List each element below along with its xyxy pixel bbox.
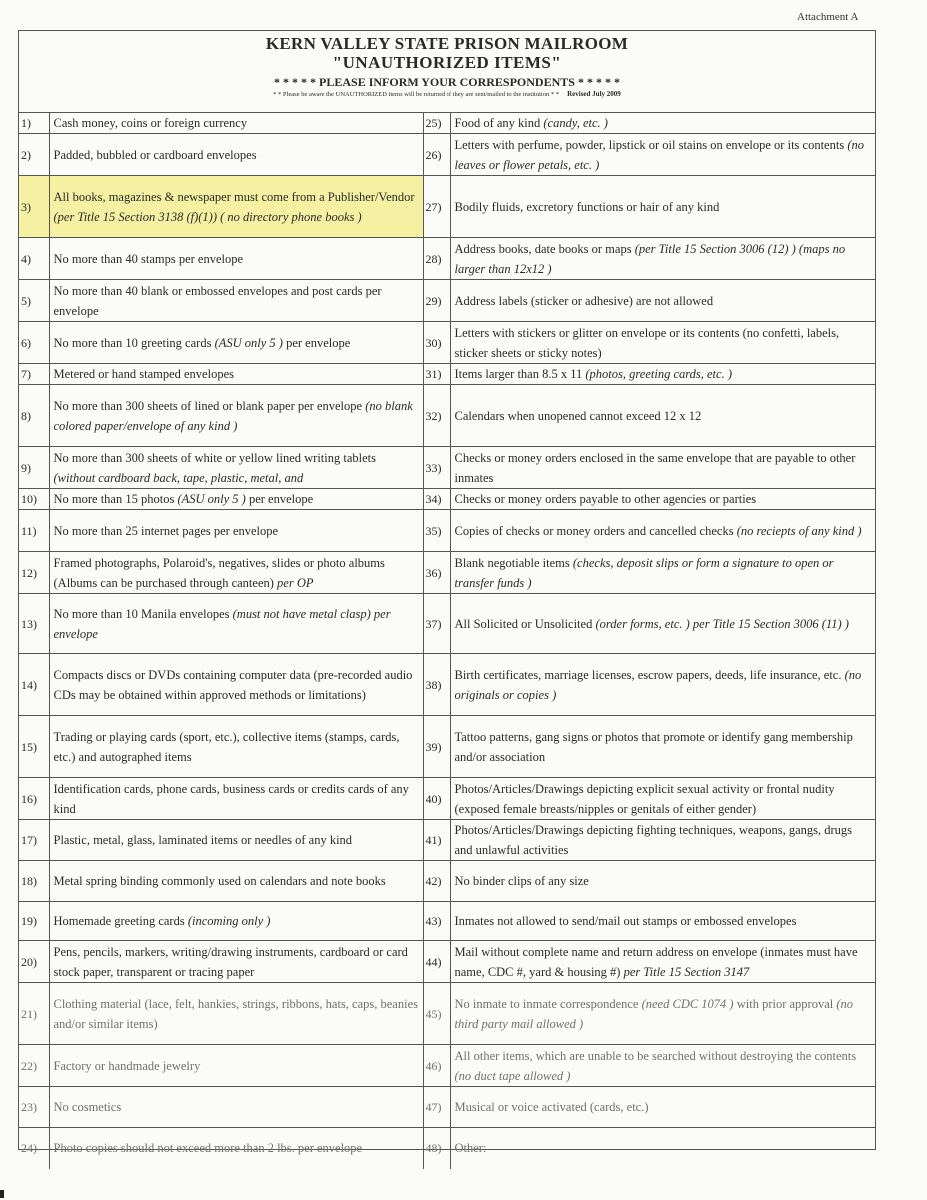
- item-number: 3): [19, 176, 49, 238]
- item-text: No more than 300 sheets of lined or blank paper per envelope: [53, 398, 363, 413]
- item-description: [450, 510, 875, 552]
- item-number: 20): [19, 941, 49, 983]
- item-text: Framed photographs, Polaroid's, negatives, slides or photo albums (Albums can be purchased through canteen): [53, 555, 385, 590]
- item-text: No more than 40 blank or embossed envelopes and post cards per envelope: [53, 283, 382, 318]
- item-description: [450, 134, 875, 176]
- table-row: [19, 322, 875, 364]
- item-italic-note: (per Title 15 Section 3138 (f)(1)) ( no directory phone books ): [53, 209, 362, 224]
- item-description: [450, 113, 875, 134]
- item-number: 25): [423, 113, 450, 134]
- item-text: No more than 15 photos: [53, 492, 175, 506]
- item-description: [49, 716, 423, 778]
- item-number: 11): [19, 510, 49, 552]
- item-number: 22): [19, 1045, 49, 1087]
- item-number: 47): [423, 1087, 450, 1128]
- item-tail-text: per envelope: [286, 335, 351, 350]
- item-description: [49, 861, 423, 902]
- item-text: No more than 40 stamps per envelope: [53, 251, 244, 266]
- item-text: Bodily fluids, excretory functions or hair of any kind: [454, 199, 720, 214]
- item-italic-note: (no leaves or flower petals, etc. ): [454, 137, 864, 172]
- item-description: [49, 778, 423, 820]
- item-italic-note: (photos, greeting cards, etc. ): [585, 367, 732, 381]
- item-text: Copies of checks or money orders and cancelled checks: [454, 523, 734, 538]
- item-description: [49, 238, 423, 280]
- item-text: Compacts discs or DVDs containing computer data (pre-recorded audio CDs may be obtained within approved methods or limitations): [53, 667, 413, 702]
- item-italic-note: (ASU only 5 ): [177, 492, 246, 506]
- item-italic-note: (order forms, etc. ) per Title 15 Section 3006 (11) ): [595, 616, 849, 631]
- item-number: 6): [19, 322, 49, 364]
- item-text: Pens, pencils, markers, writing/drawing instruments, cardboard or card stock paper, transparent or tracing paper: [53, 944, 408, 979]
- item-description: [450, 364, 875, 385]
- item-number: 12): [19, 552, 49, 594]
- item-text: Clothing material (lace, felt, hankies, strings, ribbons, hats, caps, beanies and/or similar items): [53, 996, 418, 1031]
- item-description: [450, 716, 875, 778]
- item-description: [450, 1128, 875, 1169]
- item-description: [450, 447, 875, 489]
- table-row: [19, 1128, 875, 1169]
- item-number: 26): [423, 134, 450, 176]
- item-description: [49, 1087, 423, 1128]
- item-italic-note: (no third party mail allowed ): [454, 996, 854, 1031]
- item-description: [450, 654, 875, 716]
- item-text: Items larger than 8.5 x 11: [454, 367, 583, 381]
- item-description: [49, 1128, 423, 1169]
- item-description: [49, 594, 423, 654]
- item-text: Address books, date books or maps: [454, 241, 632, 256]
- item-description: [450, 594, 875, 654]
- item-text: All books, magazines & newspaper must come from a Publisher/Vendor: [53, 189, 415, 204]
- item-description: [450, 322, 875, 364]
- item-number: 34): [423, 489, 450, 510]
- item-description: [49, 902, 423, 941]
- item-description: [450, 176, 875, 238]
- table-row: [19, 654, 875, 716]
- document-subtitle: "UNAUTHORIZED ITEMS": [332, 53, 562, 72]
- item-italic-note: (must not have metal clasp) per envelope: [53, 606, 391, 641]
- item-number: 1): [19, 113, 49, 134]
- item-text: Food of any kind: [454, 116, 541, 130]
- item-text: No cosmetics: [53, 1100, 122, 1114]
- item-description: [450, 902, 875, 941]
- item-italic-note: per Title 15 Section 3147: [623, 964, 750, 979]
- item-number: 18): [19, 861, 49, 902]
- item-description: [49, 176, 423, 238]
- item-number: 5): [19, 280, 49, 322]
- item-text: Factory or handmade jewelry: [53, 1058, 201, 1073]
- table-row: [19, 238, 875, 280]
- item-number: 38): [423, 654, 450, 716]
- item-number: 43): [423, 902, 450, 941]
- item-description: [450, 238, 875, 280]
- item-italic-note: (checks, deposit slips or form a signature to open or transfer funds ): [454, 555, 834, 590]
- item-text: Inmates not allowed to send/mail out stamps or embossed envelopes: [454, 914, 797, 928]
- table-row: [19, 134, 875, 176]
- table-row: [19, 778, 875, 820]
- item-number: 4): [19, 238, 49, 280]
- item-description: [49, 941, 423, 983]
- table-row: [19, 489, 875, 510]
- table-row: [19, 552, 875, 594]
- item-number: 21): [19, 983, 49, 1045]
- item-number: 23): [19, 1087, 49, 1128]
- item-text: Cash money, coins or foreign currency: [53, 116, 248, 130]
- item-text: Homemade greeting cards: [53, 914, 185, 928]
- item-text: No more than 10 greeting cards: [53, 335, 212, 350]
- table-row: [19, 1087, 875, 1128]
- table-row: [19, 113, 875, 134]
- item-italic-note: (no reciepts of any kind ): [736, 523, 862, 538]
- item-description: [49, 134, 423, 176]
- item-description: [450, 552, 875, 594]
- item-number: 40): [423, 778, 450, 820]
- unauthorized-items-document: [18, 30, 876, 1156]
- item-number: 8): [19, 385, 49, 447]
- item-text: Blank negotiable items: [454, 555, 570, 570]
- item-text: Tattoo patterns, gang signs or photos that promote or identify gang membership and/or association: [454, 729, 853, 764]
- item-italic-note: (no blank colored paper/envelope of any kind ): [53, 398, 413, 433]
- item-text: Mail without complete name and return address on envelope (inmates must have name, CDC #, yard & housing #): [454, 944, 858, 979]
- item-description: [49, 364, 423, 385]
- item-description: [49, 280, 423, 322]
- item-description: [450, 861, 875, 902]
- item-text: Photos/Articles/Drawings depicting explicit sexual activity or frontal nudity (exposed female breasts/nipples or genitals of either gender): [454, 781, 835, 816]
- item-number: 35): [423, 510, 450, 552]
- item-text: Musical or voice activated (cards, etc.): [454, 1100, 649, 1114]
- table-row: [19, 861, 875, 902]
- item-text: No more than 10 Manila envelopes: [53, 606, 230, 621]
- item-italic-note: (no originals or copies ): [454, 667, 862, 702]
- item-number: 19): [19, 902, 49, 941]
- item-number: 13): [19, 594, 49, 654]
- item-description: [450, 820, 875, 861]
- item-description: [49, 510, 423, 552]
- item-description: [450, 385, 875, 447]
- table-row: [19, 385, 875, 447]
- item-number: 16): [19, 778, 49, 820]
- item-text: Padded, bubbled or cardboard envelopes: [53, 147, 257, 162]
- items-table: [19, 113, 875, 1169]
- item-text: Metal spring binding commonly used on calendars and note books: [53, 874, 386, 888]
- item-number: 39): [423, 716, 450, 778]
- item-number: 41): [423, 820, 450, 861]
- item-description: [49, 489, 423, 510]
- item-text: Trading or playing cards (sport, etc.), collective items (stamps, cards, etc.) and autographed items: [53, 729, 400, 764]
- correspondents-notice: * * * * * PLEASE INFORM YOUR CORRESPONDENTS * * * * *: [274, 75, 620, 89]
- item-number: 9): [19, 447, 49, 489]
- item-text: Photos/Articles/Drawings depicting fighting techniques, weapons, gangs, drugs and unlawful activities: [454, 823, 853, 857]
- item-italic-note: (candy, etc. ): [543, 116, 608, 130]
- item-description: [49, 654, 423, 716]
- item-text: Identification cards, phone cards, business cards or credits cards of any kind: [53, 781, 409, 816]
- item-text: No more than 25 internet pages per envelope: [53, 523, 279, 538]
- return-note: * * Please be aware the UNAUTHORIZED items will be returned if they are sent/mailed to the institution * *: [273, 91, 559, 98]
- item-description: [450, 983, 875, 1045]
- item-text: Calendars when unopened cannot exceed 12 x 12: [454, 408, 702, 423]
- table-row: [19, 176, 875, 238]
- item-text: No inmate to inmate correspondence: [454, 996, 639, 1011]
- item-text: Checks or money orders enclosed in the same envelope that are payable to other inmates: [454, 450, 856, 485]
- item-italic-note: (incoming only ): [187, 914, 271, 928]
- item-italic-note: (need CDC 1074 ): [641, 996, 734, 1011]
- item-text: Metered or hand stamped envelopes: [53, 367, 234, 381]
- item-number: 31): [423, 364, 450, 385]
- item-text: Photo copies should not exceed more than 2 lbs. per envelope: [53, 1141, 363, 1156]
- item-number: 28): [423, 238, 450, 280]
- item-number: 36): [423, 552, 450, 594]
- return-note-line: [19, 90, 875, 99]
- item-description: [450, 280, 875, 322]
- table-row: [19, 447, 875, 489]
- item-text: Letters with perfume, powder, lipstick or oil stains on envelope or its contents: [454, 137, 845, 152]
- table-row: [19, 280, 875, 322]
- item-number: 44): [423, 941, 450, 983]
- items-table-body: [19, 113, 875, 1169]
- item-description: [49, 820, 423, 861]
- item-description: [450, 489, 875, 510]
- item-italic-note: (no duct tape allowed ): [454, 1068, 571, 1083]
- table-row: [19, 902, 875, 941]
- table-row: [19, 364, 875, 385]
- item-italic-note: (without cardboard back, tape, plastic, metal, and: [53, 470, 304, 485]
- item-number: 37): [423, 594, 450, 654]
- item-description: [49, 1045, 423, 1087]
- item-italic-note: per OP: [277, 575, 314, 590]
- item-description: [49, 322, 423, 364]
- document-title: KERN VALLEY STATE PRISON MAILROOM: [265, 34, 629, 53]
- item-number: 27): [423, 176, 450, 238]
- item-text: Address labels (sticker or adhesive) are not allowed: [454, 293, 714, 308]
- table-row: [19, 820, 875, 861]
- attachment-label: Attachment A: [797, 11, 859, 23]
- item-italic-note: (ASU only 5 ): [214, 335, 283, 350]
- scan-mark: [0, 1190, 4, 1198]
- item-number: 2): [19, 134, 49, 176]
- item-text: All Solicited or Unsolicited: [454, 616, 593, 631]
- item-number: 15): [19, 716, 49, 778]
- item-text: Letters with stickers or glitter on envelope or its contents (no confetti, labels, sticker sheets or sticky notes): [454, 325, 840, 360]
- item-italic-note: (per Title 15 Section 3006 (12) ) (maps no larger than 12x12 ): [454, 241, 846, 276]
- item-number: 48): [423, 1128, 450, 1169]
- item-text: No binder clips of any size: [454, 874, 589, 888]
- item-description: [49, 113, 423, 134]
- item-tail-text: with prior approval: [736, 996, 834, 1011]
- item-tail-text: per envelope: [248, 492, 314, 506]
- item-description: [49, 385, 423, 447]
- item-number: 42): [423, 861, 450, 902]
- item-number: 30): [423, 322, 450, 364]
- item-number: 24): [19, 1128, 49, 1169]
- item-text: All other items, which are unable to be searched without destroying the contents: [454, 1048, 857, 1063]
- item-number: 32): [423, 385, 450, 447]
- item-description: [450, 778, 875, 820]
- table-row: [19, 941, 875, 983]
- item-description: [49, 552, 423, 594]
- item-text: No more than 300 sheets of white or yellow lined writing tablets: [53, 450, 377, 465]
- item-text: Other:: [454, 1141, 487, 1156]
- item-description: [450, 1087, 875, 1128]
- item-number: 29): [423, 280, 450, 322]
- item-text: Checks or money orders payable to other agencies or parties: [454, 492, 757, 506]
- item-number: 45): [423, 983, 450, 1045]
- item-description: [49, 983, 423, 1045]
- table-row: [19, 594, 875, 654]
- table-row: [19, 716, 875, 778]
- item-number: 10): [19, 489, 49, 510]
- item-text: Plastic, metal, glass, laminated items or needles of any kind: [53, 833, 353, 847]
- item-text: Birth certificates, marriage licenses, escrow papers, deeds, life insurance, etc.: [454, 667, 842, 682]
- item-number: 7): [19, 364, 49, 385]
- table-row: [19, 1045, 875, 1087]
- table-row: [19, 983, 875, 1045]
- item-number: 17): [19, 820, 49, 861]
- item-number: 46): [423, 1045, 450, 1087]
- document-header: [19, 31, 875, 113]
- item-number: 33): [423, 447, 450, 489]
- table-row: [19, 510, 875, 552]
- item-number: 14): [19, 654, 49, 716]
- item-description: [450, 941, 875, 983]
- revised-date: Revised July 2009: [567, 90, 621, 98]
- item-description: [49, 447, 423, 489]
- item-description: [450, 1045, 875, 1087]
